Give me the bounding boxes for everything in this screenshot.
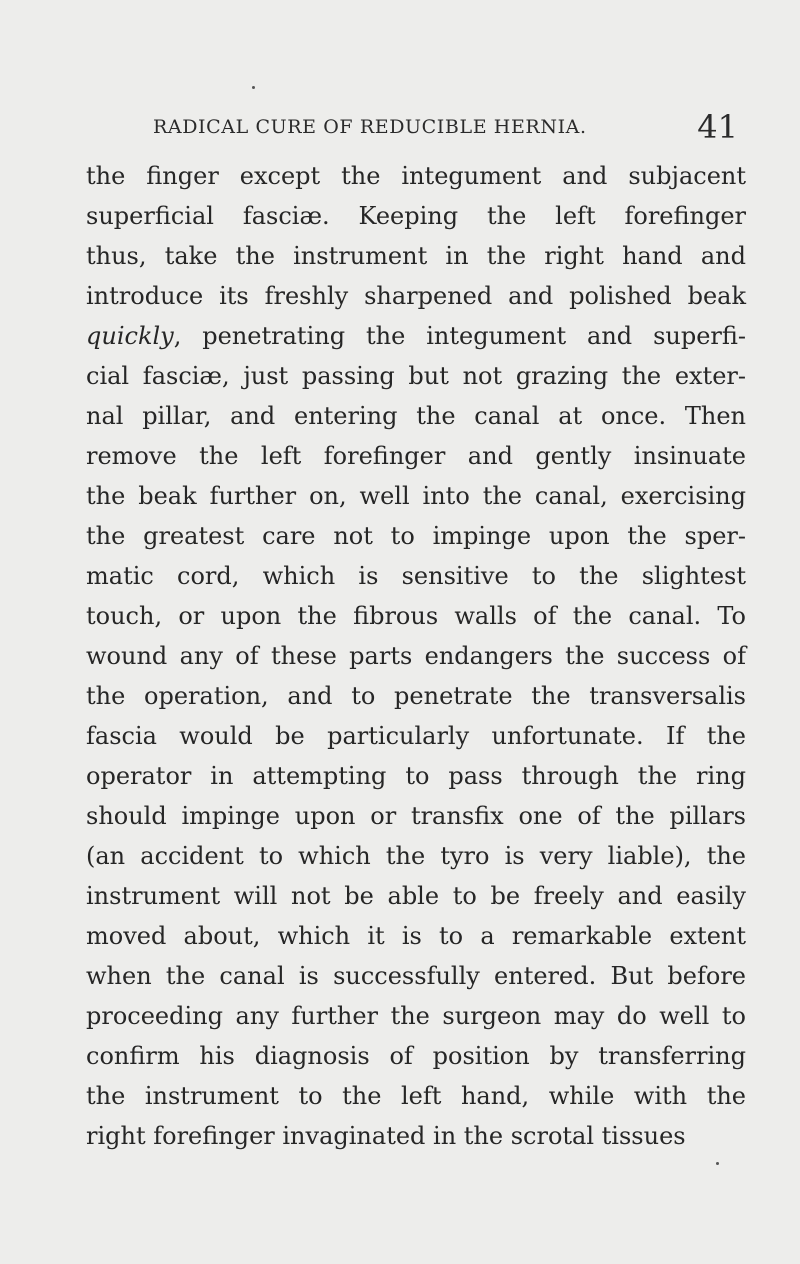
text-line: when the canal is successfully entered. But before [86,962,746,990]
text-line: introduce its freshly sharpened and polished beak [86,282,746,310]
text-line: remove the left forefinger and gently insinuate [86,442,746,470]
text-line: moved about, which it is to a remarkable extent [86,922,746,950]
text-line: the instrument to the left hand, while with the [86,1082,746,1110]
text-line: matic cord, which is sensitive to the slightest [86,562,746,590]
italic-word: quickly [86,322,174,350]
text-line [86,316,746,356]
text-line: the beak further on, well into the canal, exercising [86,482,746,510]
text-line: thus, take the instrument in the right hand and [86,242,746,270]
text-line: nal pillar, and entering the canal at once. Then [86,402,746,430]
text-line: fascia would be particularly unfortunate. If the [86,722,746,750]
text-line: confirm his diagnosis of position by transferring [86,1042,746,1070]
paper-speck [252,86,255,89]
text-line: operator in attempting to pass through the ring [86,762,746,790]
text-line: cial fasciæ, just passing but not grazing the exter- [86,362,746,390]
running-title: RADICAL CURE OF REDUCIBLE HERNIA. [153,116,587,138]
text-line: superficial fasciæ. Keeping the left forefinger [86,202,746,230]
text-line: the greatest care not to impinge upon the sper- [86,522,746,550]
text-line: should impinge upon or transfix one of the pillars [86,802,746,830]
paper-speck [716,1162,719,1165]
page-number: 41 [697,108,738,146]
body-text [86,156,746,1156]
text-line: (an accident to which the tyro is very liable), the [86,842,746,870]
text-line: proceeding any further the surgeon may do well to [86,1002,746,1030]
text-line-rest: , penetrating the integument and superfi- [173,322,746,350]
running-head [153,108,738,146]
text-line: wound any of these parts endangers the success of [86,642,746,670]
text-line: right forefinger invaginated in the scrotal tissues [86,1122,686,1150]
text-line: touch, or upon the fibrous walls of the canal. To [86,602,746,630]
text-line: instrument will not be able to be freely and easily [86,882,746,910]
text-line: the finger except the integument and subjacent [86,162,746,190]
text-line: the operation, and to penetrate the transversalis [86,682,746,710]
